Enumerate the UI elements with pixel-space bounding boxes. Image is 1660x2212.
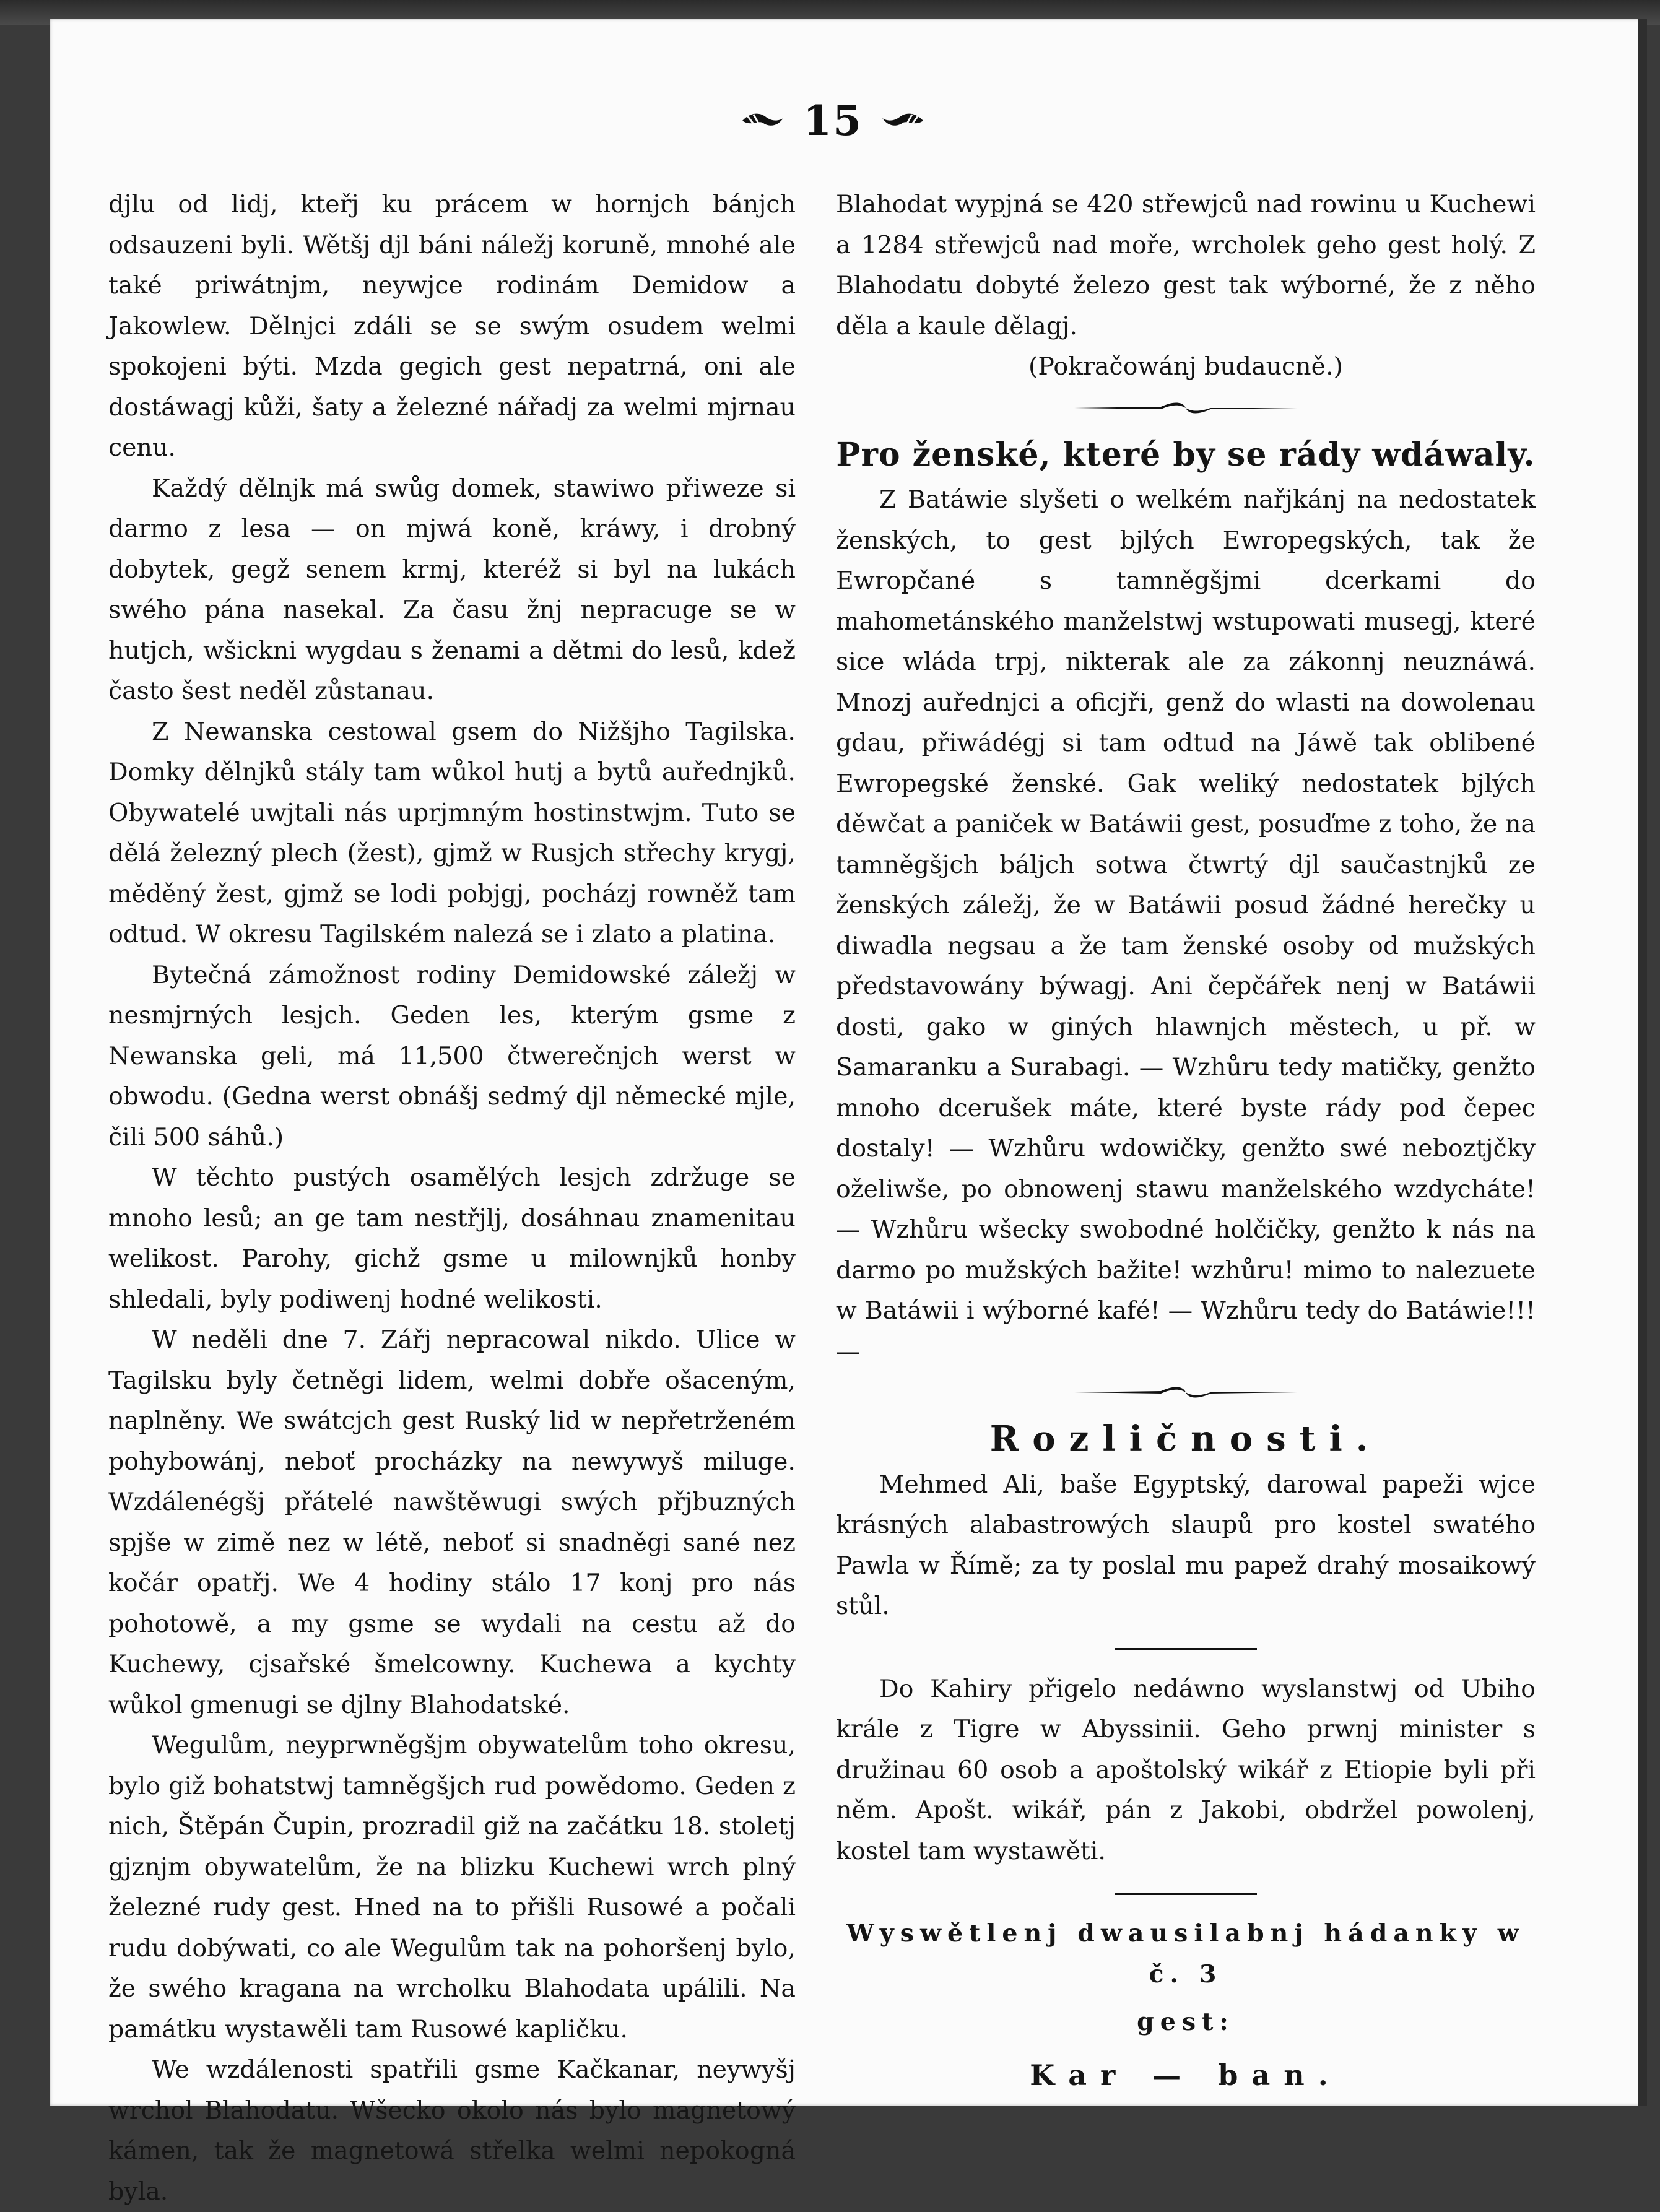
page-number: 15 (803, 97, 863, 145)
news-item: Do Kahiry přigelo nedáwno wyslanstwj od Ubiho krále z Tigre w Abyssinii. Geho prwnj minister s družinau 60 osob a apoštolský wikář z Etiopie byli při něm. Apošt. wikář, pán z Jakobi, obdržel powolenj, kostel tam wystawěti. (836, 1674, 1536, 1865)
left-flourish-icon (741, 108, 784, 133)
short-rule (836, 1648, 1536, 1650)
riddle-heading: Wyswětlenj dwausilabnj hádanky w č. 3 (846, 1919, 1525, 1989)
page-header (703, 93, 963, 149)
paragraph: Z Newanska cestowal gsem do Nižšjho Tagilska. Domky dělnjků stály tam wůkol hutj a bytů auřednjků. Obywatelé uwjtali nás uprjmným hostinstwjm. Tuto se dělá železný plech (žest), gjmž w Rusjch střechy krygj, měděný žest, gjmž se lodi pobjgj, pocházj rowněž tam odtud. W okresu Tagilském nalezá se i zlato a platina. (108, 717, 796, 948)
to-be-continued: (Pokračowánj budaucně.) (1028, 352, 1343, 381)
riddle-answer: Kar — ban. (1030, 2058, 1342, 2092)
section-title: Rozličnosti. (989, 1418, 1382, 1459)
divider-ornament-icon (1074, 1383, 1297, 1402)
paragraph: W neděli dne 7. Zářj nepracowal nikdo. Ulice w Tagilsku byly četněgi lidem, welmi dobře ošaceným, naplněny. We swátcjch gest Ruský lid w nepřetrženém pohybowánj, neboť procházky na newywyš miluge. Wzdálenégšj přátelé nawštěwugi swých přjbuzných spjše w zimě nez w létě, neboť si snadněgi sané nez kočár opatřj. We 4 hodiny stálo 17 konj pro nás pohotowě, a my gsme se wydali na cestu až do Kuchewy, cjsařské šmelcowny. Kuchewa a kychty wůkol gmenugi se djlny Blahodatské. (108, 1325, 796, 1719)
article-body: Z Batáwie slyšeti o welkém nařjkánj na nedostatek ženských, to gest bjlých Ewropegských, tak že Ewropčané s tamněgšjmi dcerkami do mahometánského manželstwj wstupowati musegj, které sice wláda trpj, nikterak ale za zákonnj neuznáwá. Mnozj auřednjci a oficjři, genž do wlasti na dowolenau gdau, přiwádégj si tam odtud na Jáwě tak oblibené Ewropegské ženské. Gak weliký nedostatek bjlých děwčat a paniček w Batáwii gest, posuďme z toho, že na tamněgšjch báljch sotwa čtwrtý djl saučastnjků ze ženských záležj, že w Batáwii posud žádné herečky u diwadla negsau a že tam ženské osoby od mužských představowány býwagj. Ani čepčářek nenj w Batáwii dosti, gako w giných hlawnjch městech, u př. w Samaranku a Surabagi. — Wzhůru tedy matičky, genžto mnoho dcerušek máte, které byste rády pod čepec dostaly! — Wzhůru wdowičky, genžto swé neboztjčky oželiwše, po obnowenj stawu manželského wzdycháte! — Wzhůru wšecky swobodné holčičky, genžto k nás na darmo po mužských bažite! wzhůru! mimo to nalezuete w Batáwii i wýborné kafé! — Wzhůru tedy do Batáwie!!! — (836, 485, 1536, 1366)
paragraph: Wegulům, neyprwněgšjm obywatelům toho okresu, bylo giž bohatstwj tamněgšjch rud powědomo. Geden z nich, Štěpán Čupin, prozradil giž na začátku 18. stoletj gjznjm obywatelům, že na blizku Kuchewi wrch plný železné rudy gest. Hned na to přišli Rusowé a počali rudu dobýwati, co ale Wegulům tak na pohoršenj bylo, že swého kragana na wrcholku Blahodata upálili. Na památku wystawěli tam Rusowé kapličku. (108, 1731, 796, 2044)
ornamental-divider (836, 1383, 1536, 1408)
paragraph: We wzdálenosti spatřili gsme Kačkanar, neywyšj wrchol Blahodatu. Wšecko okolo nás bylo magnetowý kámen, tak že magnetowá střelka welmi nepokogná byla. (108, 2055, 796, 2206)
article-title: Pro ženské, které by se rády wdáwaly. (836, 435, 1536, 474)
paragraph: Každý dělnjk má swůg domek, stawiwo přiweze si darmo z lesa — on mjwá koně, kráwy, i drobný dobytek, gegž senem krmj, kteréž si byl na lukách swého pána nasekal. Za času žnj nepracuge se w hutjch, wšickni wygdau s ženami a dětmi do lesů, kdež často šest neděl zůstanau. (108, 474, 796, 705)
ornamental-divider (836, 399, 1536, 423)
paragraph: Bytečná zámožnost rodiny Demidowské záležj w nesmjrných lesjch. Geden les, kterým gsme z Newanska geli, má 11,500 čtwerečnjch werst w obwodu. (Gedna werst obnášj sedmý djl německé mjle, čili 500 sáhů.) (108, 960, 796, 1152)
paragraph: djlu od lidj, kteřj ku prácem w hornjch bánjch odsauzeni byli. Wětšj djl báni náležj koruně, mnohé ale také priwátnjm, neywjce rodinám Demidow a Jakowlew. Dělnjci zdáli se se swým osudem welmi spokojeni býti. Mzda gegich gest nepatrná, oni ale dostáwagj kůži, šaty a železné nářadj za welmi mjrnau cenu. (108, 190, 796, 462)
divider-ornament-icon (1074, 399, 1297, 417)
short-rule (836, 1893, 1536, 1895)
continuation-paragraph: Blahodat wypjná se 420 střewjců nad rowinu u Kuchewi a 1284 střewjců nad moře, wrcholek geho gest holý. Z Blahodatu dobyté železo gest tak wýborné, že z něho děla a kaule dělagj. (836, 190, 1536, 340)
paragraph: W těchto pustých osamělých lesjch zdržuge se mnoho lesů; an ge tam nestřjlj, dosáhnau znamenitau welikost. Parohy, gichž gsme u milownjků honby shledali, byly podiwenj hodné welikosti. (108, 1163, 796, 1314)
newspaper-page (50, 19, 1647, 2206)
news-item: Mehmed Ali, baše Egyptský, darowal papeži wjce krásných alabastrowých slaupů pro kostel swatého Pawla w Římě; za ty poslal mu papež drahý mosaikowý stůl. (836, 1470, 1536, 1620)
right-flourish-icon (881, 108, 924, 133)
scan-edge (1638, 19, 1647, 2106)
right-column (836, 184, 1536, 2096)
left-column (108, 184, 796, 2212)
riddle-heading-continued: gest: (1137, 2008, 1235, 2036)
